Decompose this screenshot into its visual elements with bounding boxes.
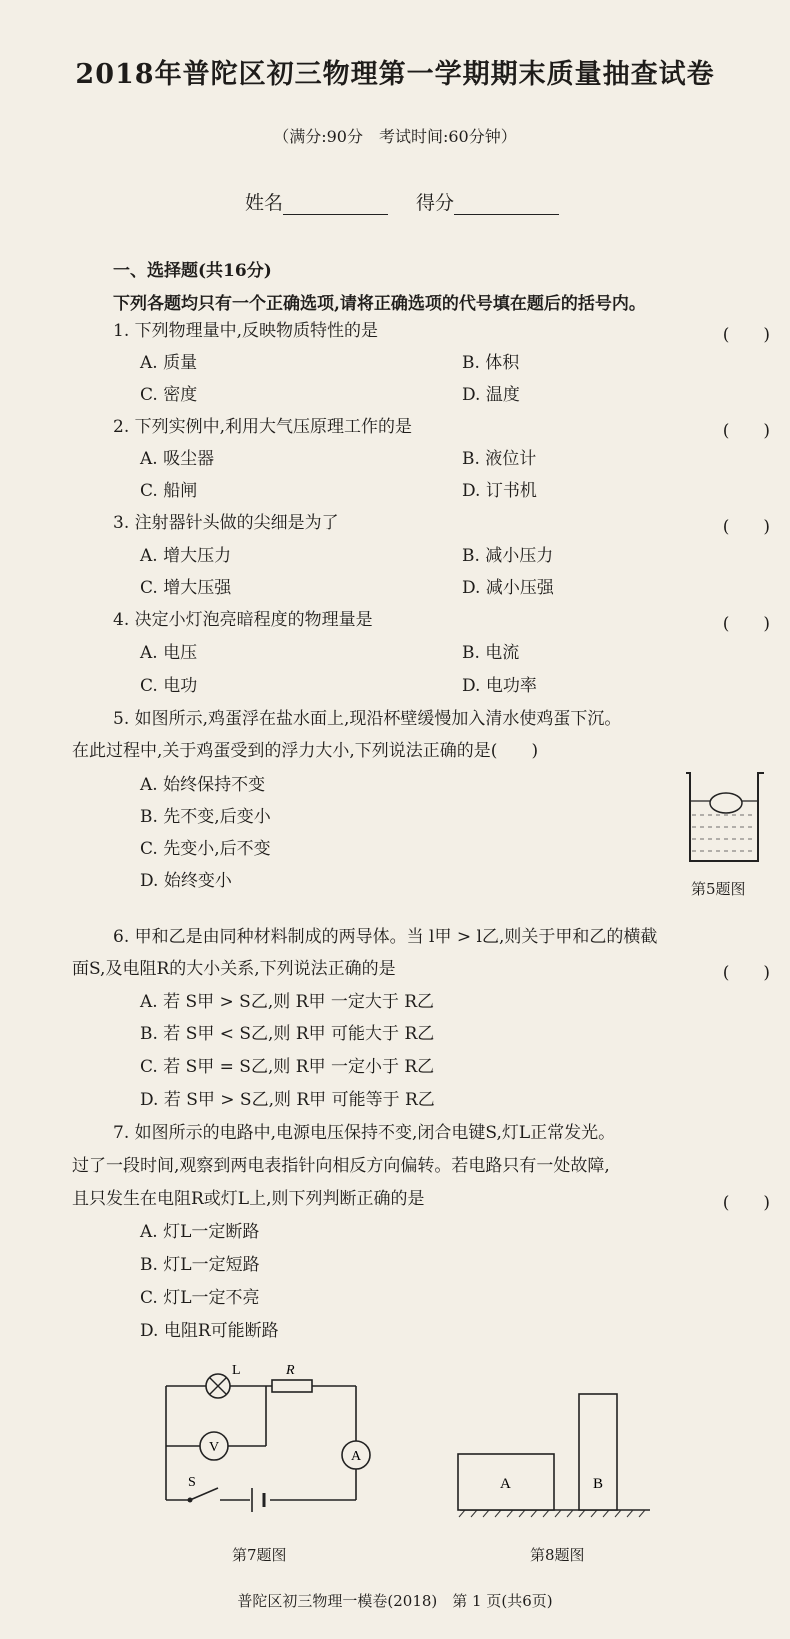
q5-beaker-figure bbox=[680, 765, 770, 865]
q7-option-d: D. 电阻R可能断路 bbox=[140, 1321, 279, 1341]
q6-option-d: D. 若 S甲 > S乙,则 R甲 可能等于 R乙 bbox=[140, 1090, 435, 1110]
q7-figure-caption: 第7题图 bbox=[232, 1546, 287, 1564]
q1-answer-paren[interactable]: ( ) bbox=[722, 325, 770, 345]
q2-option-b: B. 液位计 bbox=[462, 449, 537, 469]
q2-answer-paren[interactable]: ( ) bbox=[722, 421, 770, 441]
q4-option-d: D. 电功率 bbox=[462, 676, 537, 696]
q2-stem: 2. 下列实例中,利用大气压原理工作的是 bbox=[113, 417, 413, 437]
name-score-row bbox=[245, 188, 559, 215]
score-label: 得分 bbox=[416, 192, 455, 214]
q6-answer-paren[interactable]: ( ) bbox=[722, 963, 770, 983]
q3-option-a: A. 增大压力 bbox=[140, 546, 232, 566]
q7-option-b: B. 灯L一定短路 bbox=[140, 1255, 260, 1275]
q1-option-c: C. 密度 bbox=[140, 385, 198, 405]
name-label: 姓名 bbox=[245, 192, 284, 214]
block-b-label: B bbox=[593, 1476, 604, 1492]
q6-option-b: B. 若 S甲 < S乙,则 R甲 可能大于 R乙 bbox=[140, 1024, 435, 1044]
q1-stem: 1. 下列物理量中,反映物质特性的是 bbox=[113, 321, 379, 341]
switch-label: S bbox=[188, 1475, 196, 1490]
q5-stem-line2: 在此过程中,关于鸡蛋受到的浮力大小,下列说法正确的是( ) bbox=[72, 741, 539, 761]
q5-option-d: D. 始终变小 bbox=[140, 871, 232, 891]
q8-blocks-figure bbox=[455, 1390, 665, 1520]
q3-option-d: D. 减小压强 bbox=[462, 578, 554, 598]
q4-option-c: C. 电功 bbox=[140, 676, 198, 696]
q6-stem-line2: 面S,及电阻R的大小关系,下列说法正确的是 bbox=[72, 959, 396, 979]
q8-figure-caption: 第8题图 bbox=[530, 1546, 585, 1564]
q7-circuit-diagram bbox=[160, 1362, 380, 1522]
q3-stem: 3. 注射器针头做的尖细是为了 bbox=[113, 513, 339, 533]
q6-option-c: C. 若 S甲 = S乙,则 R甲 一定小于 R乙 bbox=[140, 1057, 435, 1077]
q5-option-b: B. 先不变,后变小 bbox=[140, 807, 271, 827]
q2-option-a: A. 吸尘器 bbox=[140, 449, 215, 469]
battery-icon bbox=[252, 1488, 264, 1512]
section-title: 一、选择题(共16分) bbox=[113, 261, 272, 281]
q7-option-a: A. 灯L一定断路 bbox=[140, 1222, 260, 1242]
page-footer: 普陀区初三物理一模卷(2018) 第 1 页(共6页) bbox=[237, 1592, 553, 1610]
q3-answer-paren[interactable]: ( ) bbox=[722, 517, 770, 537]
q7-answer-paren[interactable]: ( ) bbox=[722, 1193, 770, 1213]
lamp-icon bbox=[206, 1374, 230, 1398]
q3-option-b: B. 减小压力 bbox=[462, 546, 554, 566]
q3-option-c: C. 增大压强 bbox=[140, 578, 232, 598]
voltmeter-label: V bbox=[209, 1440, 220, 1455]
q4-answer-paren[interactable]: ( ) bbox=[722, 614, 770, 634]
q5-figure-caption: 第5题图 bbox=[691, 880, 746, 898]
q5-stem-line1: 5. 如图所示,鸡蛋浮在盐水面上,现沿杯壁缓慢加入清水使鸡蛋下沉。 bbox=[113, 709, 622, 729]
resistor-label: R bbox=[286, 1363, 295, 1378]
exam-subtitle: （满分:90分 考试时间:60分钟） bbox=[273, 127, 517, 146]
beaker-icon bbox=[686, 773, 764, 861]
q1-option-d: D. 温度 bbox=[462, 385, 520, 405]
lamp-label: L bbox=[232, 1363, 241, 1378]
name-blank[interactable] bbox=[283, 196, 388, 215]
q2-option-c: C. 船闸 bbox=[140, 481, 198, 501]
q6-option-a: A. 若 S甲 > S乙,则 R甲 一定大于 R乙 bbox=[140, 992, 435, 1012]
q1-option-a: A. 质量 bbox=[140, 353, 198, 373]
q5-option-c: C. 先变小,后不变 bbox=[140, 839, 271, 859]
q7-stem-line2: 过了一段时间,观察到两电表指针向相反方向偏转。若电路只有一处故障, bbox=[72, 1156, 610, 1176]
block-b bbox=[579, 1394, 617, 1510]
ammeter-label: A bbox=[351, 1449, 362, 1464]
exam-title: 2018年普陀区初三物理第一学期期末质量抽查试卷 bbox=[75, 59, 715, 90]
section-instruction: 下列各题均只有一个正确选项,请将正确选项的代号填在题后的括号内。 bbox=[113, 294, 646, 314]
score-blank[interactable] bbox=[454, 196, 559, 215]
block-a-label: A bbox=[500, 1476, 511, 1492]
q1-option-b: B. 体积 bbox=[462, 353, 520, 373]
q7-option-c: C. 灯L一定不亮 bbox=[140, 1288, 260, 1308]
resistor-icon bbox=[272, 1380, 312, 1392]
q2-option-d: D. 订书机 bbox=[462, 481, 537, 501]
switch-icon bbox=[188, 1488, 219, 1503]
q6-stem-line1: 6. 甲和乙是由同种材料制成的两导体。当 l甲 > l乙,则关于甲和乙的横截 bbox=[113, 927, 658, 947]
q4-option-a: A. 电压 bbox=[140, 643, 198, 663]
q5-option-a: A. 始终保持不变 bbox=[140, 775, 266, 795]
q7-stem-line3: 且只发生在电阻R或灯L上,则下列判断正确的是 bbox=[72, 1189, 425, 1209]
q7-stem-line1: 7. 如图所示的电路中,电源电压保持不变,闭合电键S,灯L正常发光。 bbox=[113, 1123, 616, 1143]
q4-stem: 4. 决定小灯泡亮暗程度的物理量是 bbox=[113, 610, 373, 630]
q4-option-b: B. 电流 bbox=[462, 643, 520, 663]
